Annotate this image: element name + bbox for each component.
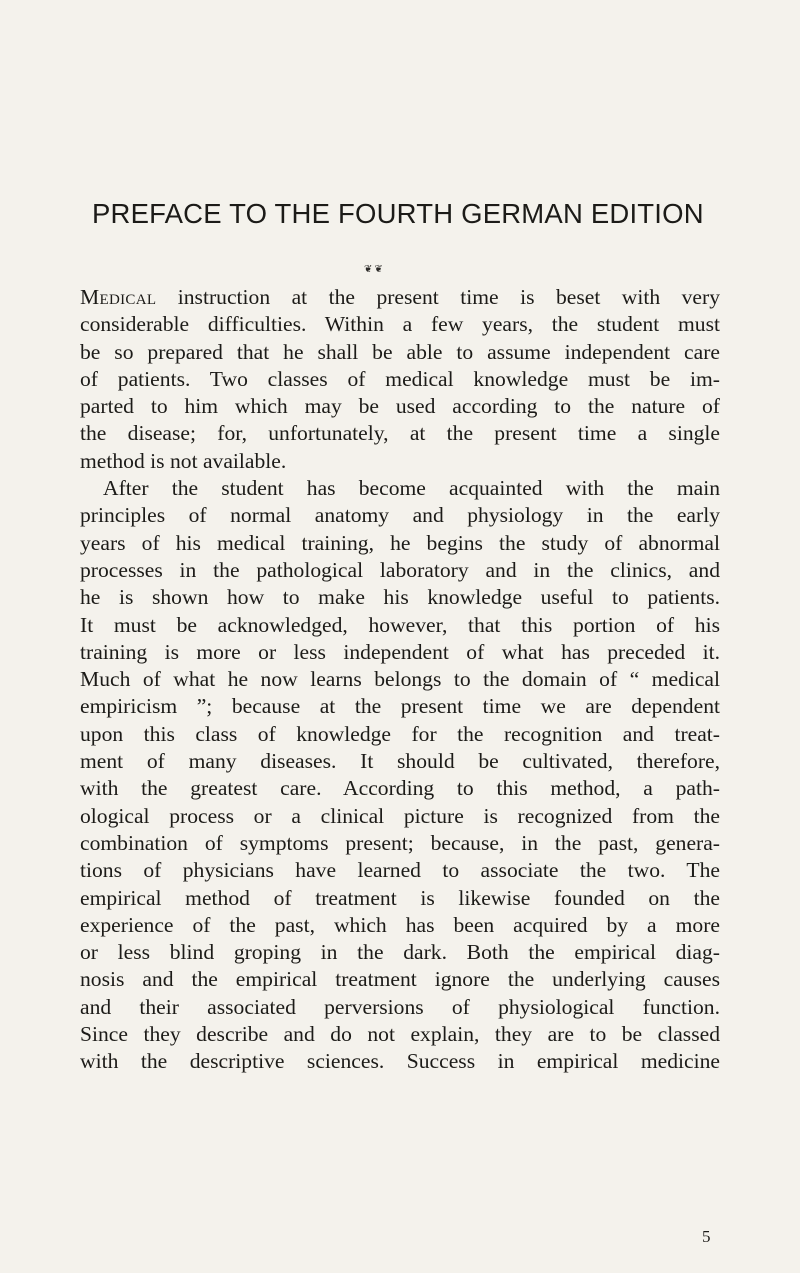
text-line: and their associated perversions of physiological function. — [80, 994, 720, 1019]
text-line: he is shown how to make his knowledge useful to patients. — [80, 585, 720, 610]
text-line: ological process or a clinical picture is recognized from the — [80, 803, 720, 828]
text-line: ment of many diseases. It should be cultivated, therefore, — [80, 749, 720, 774]
text-line: After the student has become acquainted with the main — [103, 476, 720, 501]
text-line: parted to him which may be used according to the nature of — [80, 394, 720, 419]
text-line: or less blind groping in the dark. Both the empirical diag- — [80, 940, 720, 965]
text-line: be so prepared that he shall be able to assume independent care — [80, 339, 720, 364]
text-line: with the descriptive sciences. Success in empirical medicine — [80, 1049, 720, 1074]
preface-heading: PREFACE TO THE FOURTH GERMAN EDITION — [92, 198, 704, 229]
text-line: It must be acknowledged, however, that this portion of his — [80, 612, 720, 637]
preface-body — [80, 284, 720, 1076]
text-line: the disease; for, unfortunately, at the present time a single — [80, 421, 720, 446]
text-line: Since they describe and do not explain, they are to be classed — [80, 1022, 720, 1047]
text-line: of patients. Two classes of medical knowledge must be im- — [80, 366, 720, 391]
text-line: method is not available. — [80, 448, 287, 473]
lead-word: Medical — [80, 285, 157, 309]
text-line: combination of symptoms present; because, in the past, genera- — [80, 830, 720, 855]
text-line: empiricism ”; because at the present time we are dependent — [80, 694, 720, 719]
text-line: Much of what he now learns belongs to the domain of “ medical — [80, 667, 720, 692]
text-line: processes in the pathological laboratory and in the clinics, and — [80, 557, 720, 582]
line-text: instruction at the present time is beset with very — [156, 285, 720, 309]
text-line: empirical method of treatment is likewise founded on the — [80, 885, 720, 910]
text-line: years of his medical training, he begins the study of abnormal — [80, 530, 720, 555]
text-line: upon this class of knowledge for the recognition and treat- — [80, 721, 720, 746]
text-line: principles of normal anatomy and physiology in the early — [80, 503, 720, 528]
text-line: considerable difficulties. Within a few years, the student must — [80, 312, 720, 337]
text-line: tions of physicians have learned to associate the two. The — [80, 858, 720, 883]
text-line — [80, 284, 720, 311]
text-line: training is more or less independent of what has preceded it. — [80, 639, 720, 664]
text-line: with the greatest care. According to this method, a path- — [80, 776, 720, 801]
text-line: experience of the past, which has been acquired by a more — [80, 912, 720, 937]
text-line: nosis and the empirical treatment ignore the underlying causes — [80, 967, 720, 992]
fleuron-ornament: ❦❦ — [364, 264, 385, 275]
page-number: 5 — [702, 1227, 711, 1246]
